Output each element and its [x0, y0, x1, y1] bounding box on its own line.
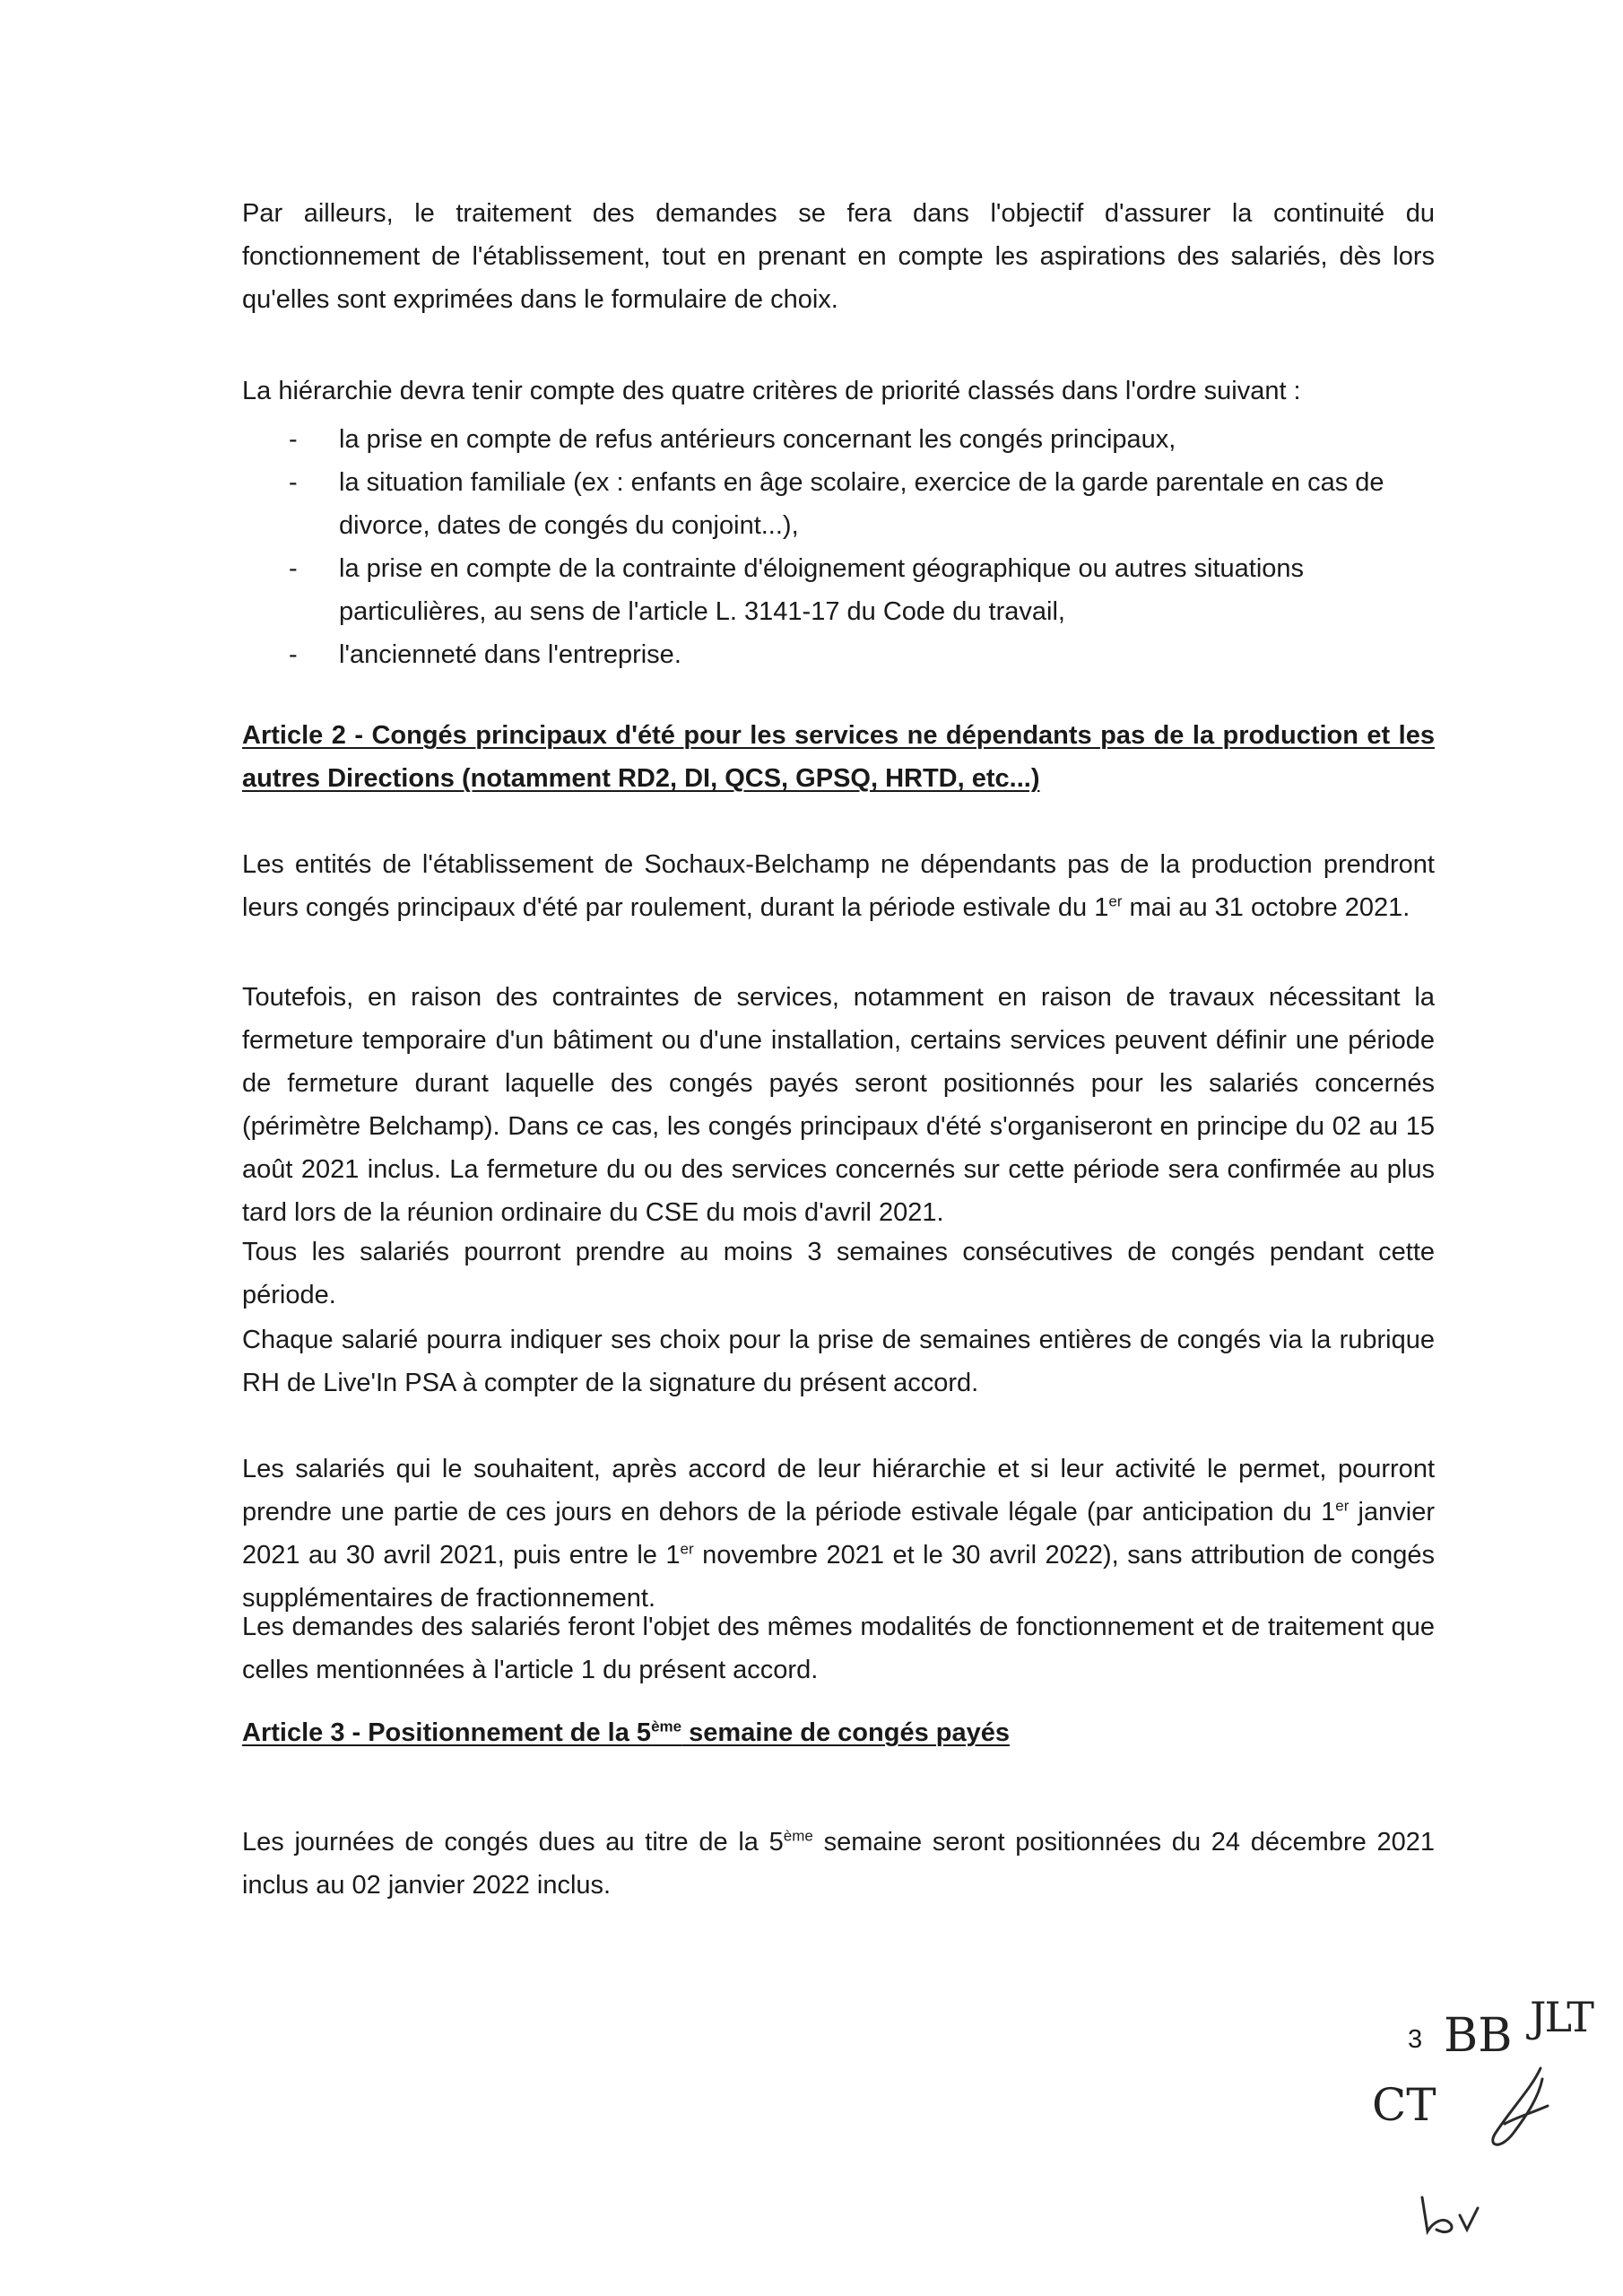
- article-3-heading: Article 3 - Positionnement de la 5ème semaine de congés payés: [242, 1718, 1010, 1747]
- paragraph-criteria-intro: La hiérarchie devra tenir compte des quatre critères de priorité classés dans l'ordre suivant :: [242, 377, 1301, 405]
- list-item: - l'ancienneté dans l'entreprise.: [289, 640, 681, 669]
- article-3-paragraph-1: Les journées de congés dues au titre de la 5ème semaine seront positionnées du 24 décembre 2021 inclus au 02 janvier 2022 inclus.: [242, 1827, 1435, 1900]
- article-2-paragraph-4: Chaque salarié pourra indiquer ses choix pour la prise de semaines entières de congés via la rubrique RH de Live'In PSA à compter de la signature du présent accord.: [242, 1326, 1435, 1397]
- list-item: - la prise en compte de refus antérieurs concernant les congés principaux,: [289, 425, 1176, 454]
- priority-criteria-section: [242, 370, 1435, 676]
- signature-mark: [1478, 2061, 1558, 2160]
- article-2-paragraph-6: Les demandes des salariés feront l'objet des mêmes modalités de fonctionnement et de traitement que celles mentionnées à l'article 1 du présent accord.: [242, 1613, 1435, 1684]
- article-2-paragraph-3: Tous les salariés pourront prendre au moins 3 semaines consécutives de congés pendant cette période.: [242, 1238, 1435, 1309]
- article-2-heading: Article 2 - Congés principaux d'été pour les services ne dépendants pas de la production et les autres Directions (notamment RD2, DI, QCS, GPSQ, HRTD, etc...): [242, 721, 1435, 793]
- page-number: 3: [1408, 2025, 1423, 2054]
- initials-bb: BB: [1444, 2009, 1513, 2063]
- article-2-paragraph-1: Les entités de l'établissement de Sochaux-Belchamp ne dépendants pas de la production prendront leurs congés principaux d'été par roulement, durant la période estivale du 1er mai au 31 octobre 2021.: [242, 850, 1435, 922]
- criteria-list: [242, 418, 1435, 676]
- article-2: [242, 714, 1435, 800]
- paragraph-processing: Par ailleurs, le traitement des demandes se fera dans l'objectif d'assurer la continuité du fonctionnement de l'établissement, tout en prenant en compte les aspirations des salariés, dès lors qu'elles sont exprimées dans le formulaire de choix.: [242, 199, 1435, 314]
- list-item: - la prise en compte de la contrainte d'éloignement géographique ou autres situations particulières, au sens de l'article L. 3141-17 du Code du travail,: [289, 554, 1305, 626]
- initials-ct: CT: [1372, 2079, 1436, 2131]
- article-2-paragraph-2: Toutefois, en raison des contraintes de services, notamment en raison de travaux nécessitant la fermeture temporaire d'un bâtiment ou d'une installation, certains services peuvent définir une période de fermeture durant laquelle des congés payés seront positionnés pour les salariés concernés (périmètre Belchamp). Dans ce cas, les congés principaux d'été s'organiseront en principe du 02 au 15 août 2021 inclus. La fermeture du ou des services concernés sur cette période sera confirmée au plus tard lors de la réunion ordinaire du CSE du mois d'avril 2021.: [242, 983, 1435, 1227]
- article-3: [242, 1711, 1435, 1754]
- signature-mark-small: [1415, 2188, 1487, 2242]
- intro-paragraph: [242, 192, 1435, 321]
- initials-jlt: JLT: [1530, 1993, 1593, 2041]
- article-2-paragraph-5: Les salariés qui le souhaitent, après accord de leur hiérarchie et si leur activité le permet, pourront prendre une partie de ces jours en dehors de la période estivale légale (par anticipation du 1er janvier 2021 au 30 avril 2021, puis entre le 1er novembre 2021 et le 30 avril 2022), sans attribution de congés supplémentaires de fractionnement.: [242, 1455, 1435, 1613]
- list-item: - la situation familiale (ex : enfants en âge scolaire, exercice de la garde parentale en cas de divorce, dates de congés du conjoint...),: [289, 468, 1384, 540]
